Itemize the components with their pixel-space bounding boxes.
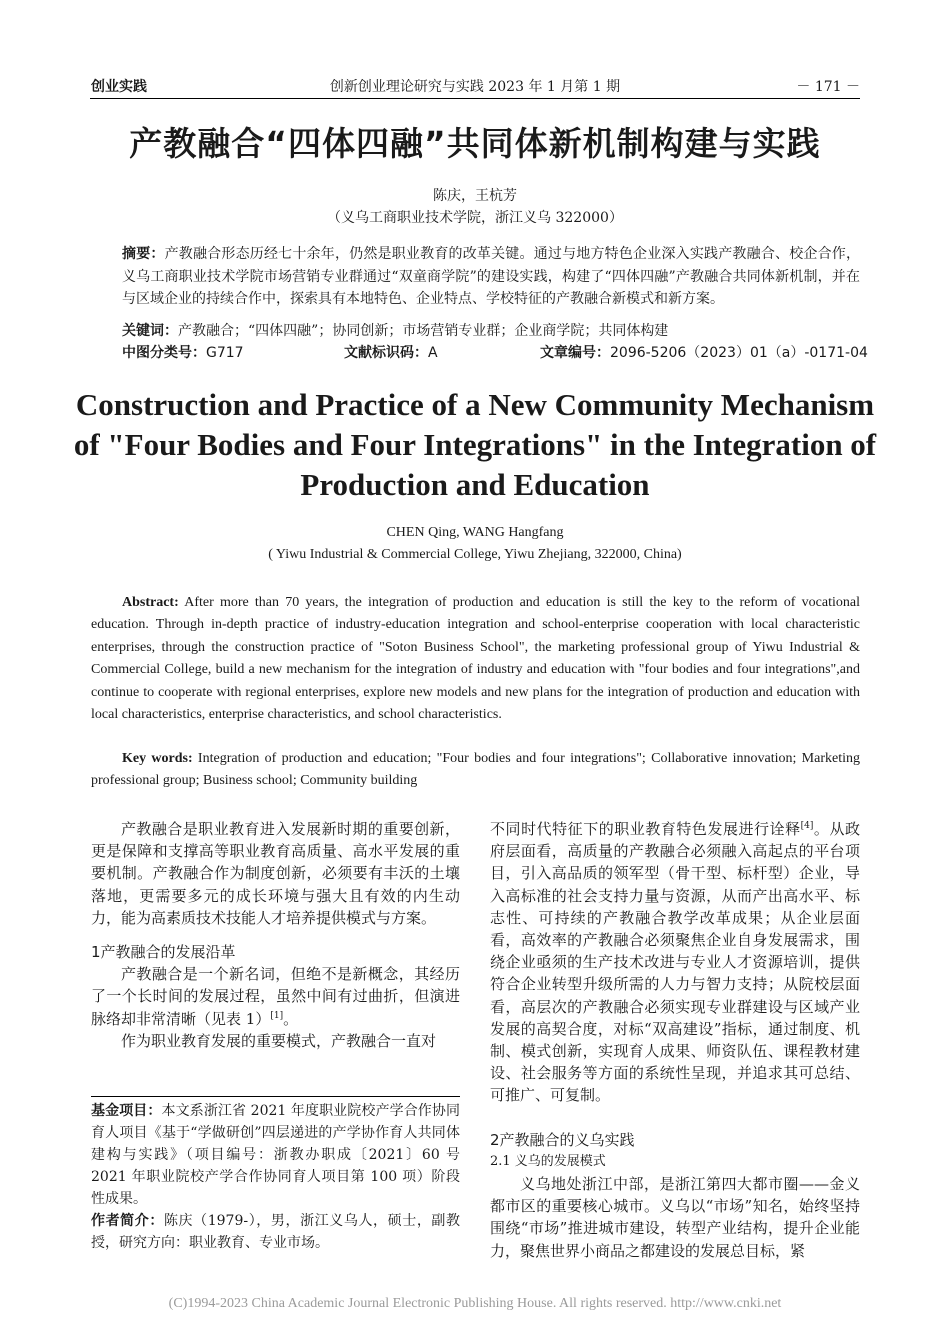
section-label: 创业实践: [91, 79, 147, 95]
section-1-heading: 1产教融合的发展沿革: [91, 943, 236, 962]
title-en: Construction and Practice of a New Community Mechanism of "Four Bodies and Four Integrations" in the Integration of Production and Education: [73, 387, 877, 502]
section-2-heading: 2产教融合的义乌实践: [490, 1130, 635, 1149]
author-info: 作者简介：陈庆（1979-），男，浙江义乌人，硕士，副教授，研究方向：职业教育、专业市场。: [91, 1213, 461, 1251]
journal-name: 创新创业理论研究与实践 2023 年 1 月第 1 期: [329, 79, 621, 95]
authors-en: CHEN Qing, WANG Hangfang: [386, 525, 564, 540]
abstract-cn: [122, 243, 860, 311]
clc-number: 中图分类号：G717: [122, 345, 244, 361]
section-1-paragraph-1: 产教融合是一个新名词，但绝不是新概念，其经历了一个长时间的发展过程，虽然中间有过曲折，但演进脉络却非常清晰（见表 1）[1]。: [91, 965, 460, 1028]
copyright-footer: (C)1994-2023 China Academic Journal Electronic Publishing House. All rights reserved. http://www.cnki.net: [168, 1296, 782, 1311]
abstract-en-text: After more than 70 years, the integration of production and education is still the key to the reform of vocational education. Through in-depth practice of industry-education integration and school-enterprise cooperation with local characteristic enterprises, through the construction practice of "Soton Business School", the marketing professional group of Yiwu Industrial & Commercial College, build a new mechanism for the integration of industry and education with "four bodies and four integrations",and continue to cooperate with regional enterprises, explore new models and new plans for the integration of production and education with local characteristics, enterprise characteristics, and school characteristics.: [91, 595, 860, 723]
continued-paragraph: 不同时代特征下的职业教育特色发展进行诠释[4]。从政府层面看，高质量的产教融合必须融入高起点的平台项目，引入高品质的领军型（骨干型、标杆型）企业，导入高标准的社会支持力量与资源，从而产出高水平、标志性、可持续的产教融合教学改革成果；从企业层面看，高效率的产教融合必须聚焦企业自身发展需求，围绕企业亟须的生产技术改进与专业人才资源培训，提供符合企业转型升级所需的人力与智力支持；从院校层面看，高层次的产教融合必须实现专业群建设与区域产业发展的高契合度，对标“双高建设”指标，通过制度、机制、模式创新，实现育人成果、师资队伍、课程教材建设、社会服务等方面的系统性呈现，并追求其可总结、可推广、可复制。: [490, 820, 860, 1105]
section-1-paragraph-2: 作为职业教育发展的重要模式，产教融合一直对: [121, 1031, 437, 1050]
section-2-paragraph: 义乌地处浙江中部，是浙江第四大都市圈——金义都市区的重要核心城市。义乌以“市场”知名，始终坚持围绕“市场”推进城市建设，转型产业结构，提升企业能力，聚焦世界小商品之都建设的发展总目标，紧: [490, 1175, 860, 1260]
keywords-en-text: Integration of production and education; "Four bodies and four integrations"; Collaborative innovation; Marketing professional group; Business school; Community building: [91, 751, 860, 789]
page-number: － 171 －: [796, 79, 860, 95]
citation-ref: [1]: [270, 1010, 284, 1021]
intro-paragraph: 产教融合是职业教育进入发展新时期的重要创新，更是保障和支撑高等职业教育高质量、高水平发展的重要机制。产教融合作为制度创新，必须要有丰沃的土壤落地，更需要多元的成长环境与强大且有效的内生动力，能为高素质技术技能人才培养提供模式与方案。: [91, 820, 460, 927]
title-cn: 产教融合“四体四融”共同体新机制构建与实践: [129, 124, 821, 163]
abstract-en-label: Abstract:: [122, 595, 179, 610]
abstract-en: [91, 592, 860, 726]
footnote-rule: [91, 1096, 460, 1097]
abstract-cn-text: 产教融合形态历经七十余年，仍然是职业教育的改革关键。通过与地方特色企业深入实践产教融合、校企合作，义乌工商职业技术学院市场营销专业群通过“双童商学院”的建设实践，构建了“四体四融”产教融合共同体新机制，并在与区域企业的持续合作中，探索具有本地特色、企业特点、学校特征的产教融合新模式和新方案。: [122, 246, 861, 307]
authors-cn: 陈庆，王杭芳: [433, 188, 517, 204]
abstract-cn-label: 摘要：: [122, 246, 165, 262]
fund-info: 基金项目：本文系浙江省 2021 年度职业院校产学合作协同育人项目《基于“学做研创”四层递进的产学协作育人共同体建构与实践》（项目编号：浙教办职成〔2021〕60 号 2021 年职业院校产学合作协同育人项目第 100 项）阶段性成果。: [91, 1103, 460, 1207]
body-right-column: [490, 818, 860, 1262]
affiliation-en: ( Yiwu Industrial & Commercial College, Yiwu Zhejiang, 322000, China): [268, 547, 682, 562]
keywords-en: [91, 748, 860, 793]
fund-notes: [91, 1100, 460, 1254]
subsection-2-1-heading: 2.1 义乌的发展模式: [490, 1153, 606, 1169]
header-rule: [90, 98, 860, 99]
article-number: 文章编号：2096-5206（2023）01（a）-0171-04: [540, 345, 868, 361]
body-left-column: [91, 818, 460, 1052]
document-code: 文献标识码：A: [344, 345, 438, 361]
keywords-cn: [122, 320, 860, 343]
keywords-cn-text: 产教融合；“四体四融”；协同创新；市场营销专业群；企业商学院；共同体构建: [178, 323, 669, 339]
keywords-en-label: Key words:: [122, 751, 193, 766]
citation-ref: [4]: [800, 821, 814, 831]
keywords-cn-label: 关键词：: [122, 323, 178, 339]
affiliation-cn: （义乌工商职业技术学院，浙江义乌 322000）: [327, 210, 623, 226]
